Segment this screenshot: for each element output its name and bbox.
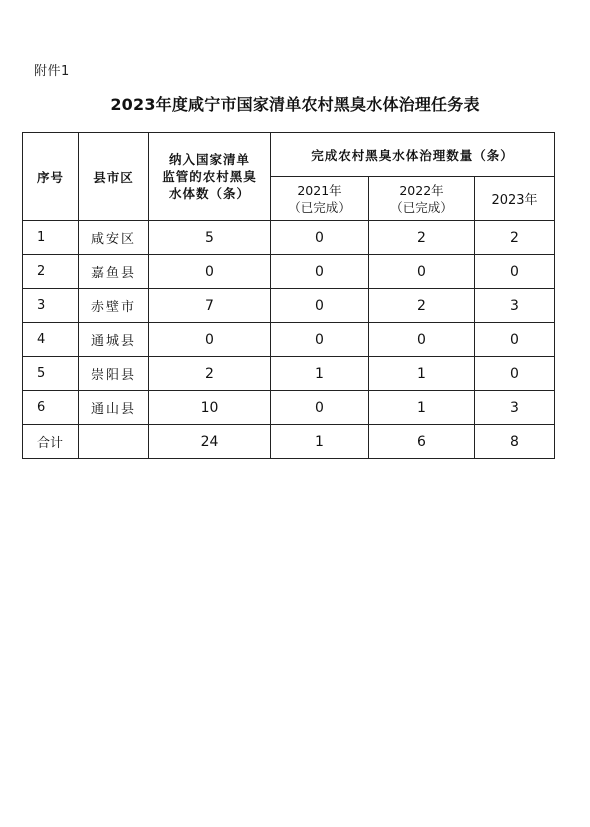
y2023-cell: 0 [475,357,555,391]
y2021-cell: 0 [271,289,369,323]
listed-cell: 5 [149,221,271,255]
total-y2023-cell: 8 [475,425,555,459]
y2021-cell: 1 [271,357,369,391]
header-2022-line2: （已完成） [390,199,453,215]
header-listed-line3: 水体数（条） [168,186,250,201]
seq-cell: 3 [23,289,79,323]
y2023-cell: 3 [475,391,555,425]
task-table [22,132,555,459]
y2022-cell: 2 [369,289,475,323]
header-completed-group: 完成农村黑臭水体治理数量（条） [271,133,555,177]
y2023-cell: 2 [475,221,555,255]
seq-cell: 2 [23,255,79,289]
listed-cell: 7 [149,289,271,323]
listed-cell: 10 [149,391,271,425]
header-2021 [271,177,369,221]
header-row-top [23,133,555,177]
total-row [23,425,555,459]
county-cell: 嘉鱼县 [79,255,149,289]
seq-cell: 1 [23,221,79,255]
seq-cell: 5 [23,357,79,391]
table-row [23,255,555,289]
header-2022 [369,177,475,221]
header-listed-line2: 监管的农村黑臭 [162,169,257,184]
y2022-cell: 2 [369,221,475,255]
y2022-cell: 0 [369,323,475,357]
header-seq: 序号 [23,133,79,221]
y2023-cell: 0 [475,255,555,289]
y2021-cell: 0 [271,255,369,289]
seq-cell: 4 [23,323,79,357]
header-2021-line1: 2021年 [297,182,342,198]
total-label: 合计 [23,425,79,459]
header-listed [149,133,271,221]
table-row [23,357,555,391]
y2022-cell: 1 [369,357,475,391]
y2021-cell: 0 [271,391,369,425]
y2022-cell: 0 [369,255,475,289]
table-row [23,391,555,425]
seq-cell: 6 [23,391,79,425]
listed-cell: 2 [149,357,271,391]
y2021-cell: 0 [271,323,369,357]
county-cell: 通城县 [79,323,149,357]
total-listed-cell: 24 [149,425,271,459]
header-2023: 2023年 [475,177,555,221]
header-listed-line1: 纳入国家清单 [168,152,250,167]
y2022-cell: 1 [369,391,475,425]
table-row [23,221,555,255]
county-cell: 咸安区 [79,221,149,255]
y2021-cell: 0 [271,221,369,255]
total-county-cell [79,425,149,459]
table-row [23,289,555,323]
header-2021-line2: （已完成） [288,199,351,215]
total-y2022-cell: 6 [369,425,475,459]
y2023-cell: 3 [475,289,555,323]
document-title: 2023年度咸宁市国家清单农村黑臭水体治理任务表 [110,95,480,114]
table-row [23,323,555,357]
county-cell: 赤壁市 [79,289,149,323]
y2023-cell: 0 [475,323,555,357]
attachment-label: 附件1 [34,64,70,79]
county-cell: 通山县 [79,391,149,425]
header-2022-line1: 2022年 [399,182,444,198]
county-cell: 崇阳县 [79,357,149,391]
listed-cell: 0 [149,255,271,289]
total-y2021-cell: 1 [271,425,369,459]
listed-cell: 0 [149,323,271,357]
header-county: 县市区 [79,133,149,221]
